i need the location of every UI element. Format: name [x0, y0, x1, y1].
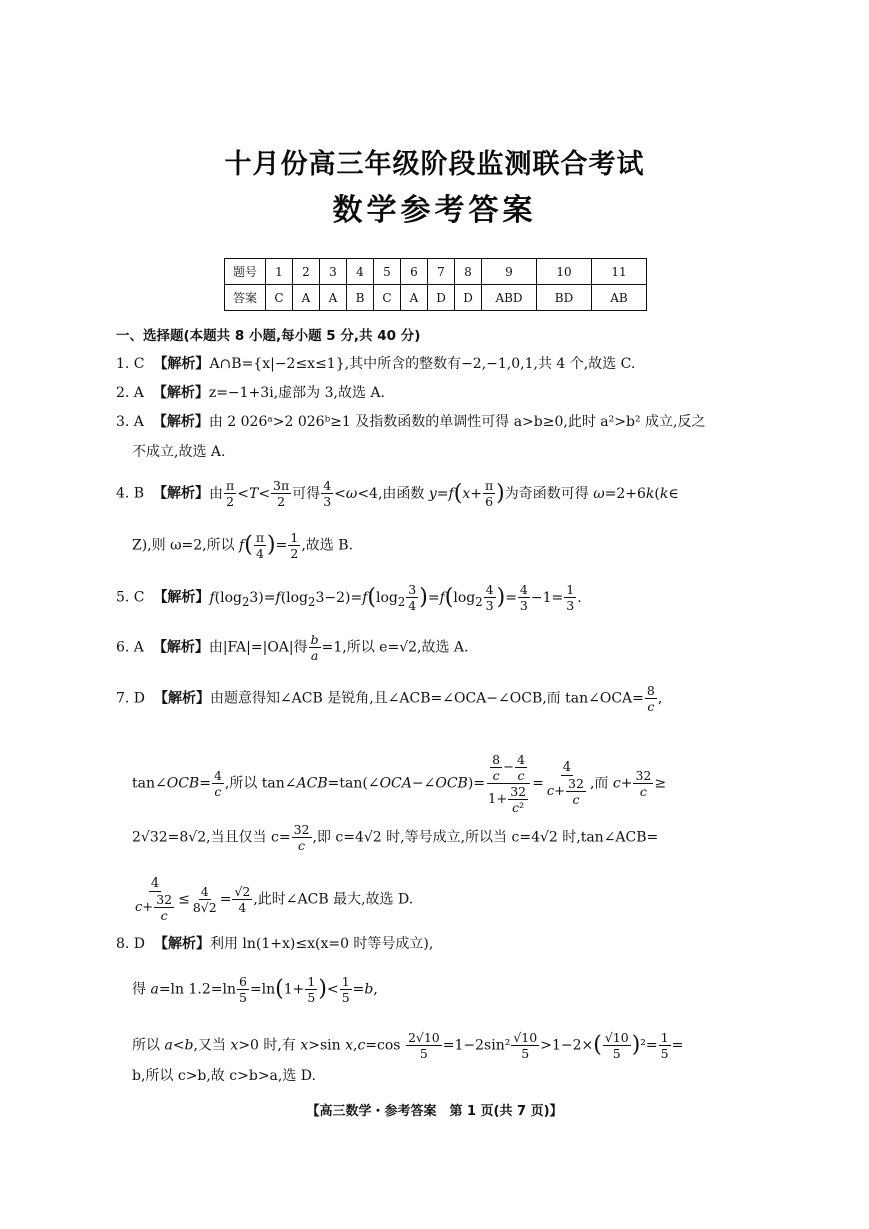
solution-q7-line4: 4 c+ $\frac{32}{c}$ ≤ $\frac{4}{8√2}$ = $\frac{√2}{4}$ ,此时∠ACB 最大,故选 D.	[135, 876, 414, 923]
answer-table	[224, 258, 647, 311]
table-cell: C	[266, 285, 293, 311]
table-cell: C	[374, 285, 401, 311]
table-row	[225, 259, 647, 285]
solution-q8-line3: 所以 a<b,又当 x>0 时,有 x>sin x,c=cos $\frac{2√10}{5}$ =1−2sin² $\frac{√10}{5}$ >1−2×( $\frac{√10}{5}$ )²= $\frac{1}{5}$ =	[132, 1030, 684, 1061]
solution-q4	[116, 478, 679, 509]
page-subtitle: 数学参考答案	[332, 193, 537, 228]
question-label: 8. D	[116, 936, 146, 952]
analysis-tag: 【解析】	[152, 385, 209, 401]
solution-text: A∩B={x|−2≤x≤1},其中所含的整数有−2,−1,0,1,共 4 个,故选 C.	[209, 356, 636, 372]
solution-text: 利用 ln(1+x)≤x(x=0 时等号成立),	[209, 936, 434, 952]
analysis-tag: 【解析】	[153, 356, 210, 372]
analysis-tag: 【解析】	[152, 414, 209, 430]
table-cell: D	[428, 285, 455, 311]
solution-q3	[116, 412, 705, 432]
table-cell: 9	[482, 259, 537, 285]
solution-text: ,此时∠ACB 最大,故选 D.	[253, 891, 414, 908]
question-label: 6. A	[116, 639, 144, 656]
solution-q4-cont: Z),则 ω=2,所以 f( $\frac{\pi}{4}$ )= $\frac{1}{2}$ ,故选 B.	[132, 530, 353, 561]
solution-text: z=−1+3i,虚部为 3,故选 A.	[208, 385, 385, 401]
table-cell: 2	[293, 259, 320, 285]
page-footer: 【高三数学・参考答案 第 1 页(共 7 页)】	[306, 1104, 563, 1119]
table-header-cell: 题号	[225, 259, 266, 285]
math-line: $f(\log_23)=f(\log_23-2)=f(\log_2$ $\frac{3}{4}$ )$=f(\log_2$ $\frac{4}{3}$ )= $\frac{4}{3}$ −1= $\frac{1}{3}$ .	[209, 582, 582, 613]
question-label: 4. B	[116, 485, 145, 502]
solution-q1	[116, 354, 635, 374]
question-label: 1. C	[116, 356, 145, 372]
table-header-cell: 答案	[225, 285, 266, 311]
table-cell: 5	[374, 259, 401, 285]
solution-text: =1,所以 e=√2,故选 A.	[321, 639, 469, 656]
solution-q3-cont: 不成立,故选 A.	[132, 444, 226, 460]
section-heading: 一、选择题(本题共 8 小题,每小题 5 分,共 40 分)	[116, 328, 421, 344]
analysis-tag: 【解析】	[152, 639, 209, 656]
solution-q7: 7. D 【解析】由题意得知∠ACB 是锐角,且∠ACB=∠OCA−∠OCB,而 tan∠OCA= $\frac{8}{c}$ ,	[116, 683, 663, 714]
solution-text: ,即 c=4√2 时,等号成立,所以当 c=4√2 时,tan∠ACB=	[312, 829, 659, 846]
question-label: 5. C	[116, 589, 145, 606]
solution-text: 由题意得知∠ACB 是锐角,且∠ACB=∠OCA−∠OCB,而 tan∠OCA=	[209, 690, 644, 707]
table-cell: 6	[401, 259, 428, 285]
solution-q7-line2: tan∠OCB= $\frac{4}{c}$ ,所以 tan∠ACB=tan(∠OCA−∠OCB)= $\frac{8}{c}$ − $\frac{4}{c}$ 1+ $\frac{32}{\text{c²}}$ = 4 c+ $\frac{32}{c}$ ,而 c+ $\frac{32}{c}$ ≥	[132, 752, 667, 815]
solution-q7-line3: 2√32=8√2,当且仅当 c= $\frac{32}{c}$ ,即 c=4√2 时,等号成立,所以当 c=4√2 时,tan∠ACB=	[132, 822, 659, 853]
analysis-tag: 【解析】	[153, 936, 210, 952]
table-cell: A	[320, 285, 347, 311]
table-row	[225, 285, 647, 311]
solution-text: 由|FA|=|OA|得	[208, 639, 308, 656]
table-cell: AB	[592, 285, 647, 311]
table-cell: 8	[455, 259, 482, 285]
solution-q2	[116, 383, 385, 403]
table-cell: 10	[537, 259, 592, 285]
solution-q8-line2: 得 a=ln 1.2=ln $\frac{6}{5}$ =ln(1+ $\frac{1}{5}$ )< $\frac{1}{5}$ =b,	[132, 974, 378, 1005]
table-cell: 7	[428, 259, 455, 285]
solution-q5	[116, 582, 582, 613]
analysis-tag: 【解析】	[153, 485, 210, 502]
solution-q8	[116, 934, 433, 954]
analysis-tag: 【解析】	[153, 690, 210, 707]
table-cell: B	[347, 285, 374, 311]
solution-q8-line4: b,所以 c>b,故 c>b>a,选 D.	[132, 1068, 316, 1084]
table-cell: 11	[592, 259, 647, 285]
solution-text: 2√32=8√2,当且仅当 c=	[132, 829, 291, 846]
question-label: 2. A	[116, 385, 144, 401]
math-line: 由 $\frac{\pi}{2}$ <T< $\frac{3\pi}{2}$ 可得 $\frac{4}{3}$ <ω<4,由函数 y=f(x+ $\frac{\pi}{6}$ )为奇函数可得 ω=2+6k(k∈	[209, 478, 679, 509]
table-cell: 1	[266, 259, 293, 285]
table-cell: BD	[537, 285, 592, 311]
solution-text: 由 2 026ᵃ>2 026ᵇ≥1 及指数函数的单调性可得 a>b≥0,此时 a²>b² 成立,反之	[208, 414, 706, 430]
analysis-tag: 【解析】	[153, 589, 210, 606]
question-label: 3. A	[116, 414, 144, 430]
solution-q6: 6. A 【解析】由|FA|=|OA|得 $\frac{b}{a}$ =1,所以 e=√2,故选 A.	[116, 632, 469, 663]
table-cell: D	[455, 285, 482, 311]
table-cell: A	[293, 285, 320, 311]
solution-text: Z),则 ω=2,所以	[132, 537, 235, 554]
table-cell: 3	[320, 259, 347, 285]
table-cell: ABD	[482, 285, 537, 311]
page-title: 十月份高三年级阶段监测联合考试	[224, 149, 645, 180]
table-cell: 4	[347, 259, 374, 285]
table-cell: A	[401, 285, 428, 311]
question-label: 7. D	[116, 690, 146, 707]
solution-text: ,故选 B.	[301, 537, 353, 554]
